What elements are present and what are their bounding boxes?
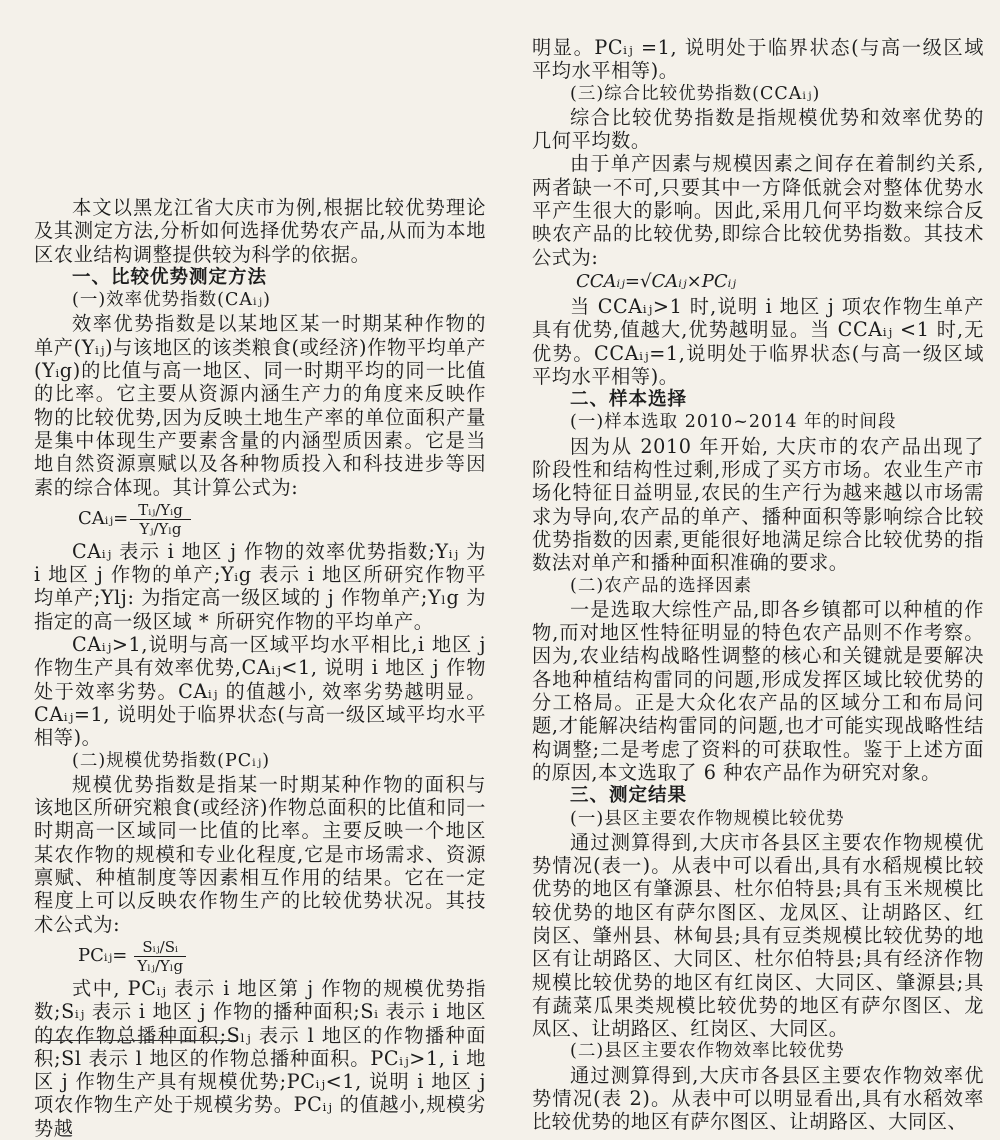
subsection-heading: (一)县区主要农作物规模比较优势 [570, 808, 845, 829]
paragraph: 通过测算得到,大庆市各县区主要农作物效率优势情况(表 2)。从表中可以明显看出,具有水稻效率比较优势的地区有萨尔图区、让胡路区、大同区、 [532, 1063, 984, 1134]
left-column [34, 196, 486, 1140]
section-heading: 一、比较优势测定方法 [72, 266, 268, 288]
section-heading: 二、样本选择 [570, 389, 688, 411]
paragraph: 由于单产因素与规模因素之间存在着制约关系,两者缺一不可,只要其中一方降低就会对整体优势水平产生很大的影响。因此,采用几何平均数来综合反映农产品的比较优势,即综合比较优势指数。其技术公式为: [532, 152, 984, 269]
formula [78, 938, 486, 975]
formula [78, 501, 486, 538]
subsection-heading: (二)县区主要农作物效率比较优势 [570, 1041, 845, 1062]
paragraph: 明显。PCᵢⱼ =1, 说明处于临界状态(与高一级区域平均水平相等)。 [532, 36, 984, 83]
subsection-heading: (三)综合比较优势指数(CCAᵢⱼ) [570, 83, 821, 104]
paragraph: 本文以黑龙江省大庆市为例,根据比较优势理论及其测定方法,分析如何选择优势农产品,从而为本地区农业结构调整提供较为科学的依据。 [34, 196, 486, 266]
section-heading: 三、测定结果 [570, 785, 688, 807]
right-column [532, 36, 984, 1134]
subsection-heading: (一)样本选取 2010~2014 年的时间段 [570, 412, 897, 433]
formula-fraction [130, 501, 191, 538]
subsection-heading: (二)规模优势指数(PCᵢⱼ) [72, 750, 271, 771]
formula-denominator: Yₗⱼ/Yₗg [137, 956, 184, 975]
paragraph: CAᵢⱼ>1,说明与高一区域平均水平相比,i 地区 j 作物生产具有效率优势,CAᵢⱼ<1, 说明 i 地区 j 作物处于效率劣势。CAᵢⱼ 的值越小, 效率劣势越明显。CAᵢⱼ=1, 说明处于临界状态(与高一级区域平均水平相等)。 [34, 633, 486, 750]
paragraph: 因为从 2010 年开始, 大庆市的农产品出现了阶段性和结构性过剩,形成了买方市场。农业生产市场化特征日益明显,农民的生产行为越来越以市场需求为导向,农产品的单产、播种面积等影响综合比较优势指数的因素,更能很好地满足综合比较优势的指数法对单产和播种面积准确的要求。 [532, 434, 984, 575]
subsection-heading: (一)效率优势指数(CAᵢⱼ) [72, 290, 271, 311]
formula: CCAᵢⱼ=√CAᵢⱼ×PCᵢⱼ [576, 270, 736, 292]
paragraph: 通过测算得到,大庆市各县区主要农作物规模优势情况(表一)。从表中可以看出,具有水稻规模比较优势的地区有肇源县、杜尔伯特县;具有玉米规模比较优势的地区有萨尔图区、龙凤区、让胡路区、红岗区、肇州县、林甸县;具有豆类规模比较优势的地区有让胡路区、大同区、杜尔伯特县;具有经济作物规模比较优势的地区有红岗区、大同区、肇源县;具有蔬菜瓜果类规模比较优势的地区有萨尔图区、龙凤区、让胡路区、红岗区、大同区。 [532, 830, 984, 1041]
paragraph: 综合比较优势指数是指规模优势和效率优势的几何平均数。 [532, 105, 984, 153]
formula-fraction [129, 938, 191, 975]
formula-lhs: PCᵢⱼ= [78, 945, 128, 967]
footnote-rule [40, 1040, 236, 1041]
formula-lhs: CAᵢⱼ= [78, 508, 129, 530]
paragraph: 规模优势指数是指某一时期某种作物的面积与该地区所研究粮食(或经济)作物总面积的比值和同一时期高一区域同一比值的比率。主要反映一个地区某农作物的规模和专业化程度,它是市场需求、资源禀赋、种植制度等因素相互作用的结果。它在一定程度上可以反映农作物生产的比较优势状况。其技术公式为: [34, 772, 486, 936]
subsection-heading: (二)农产品的选择因素 [570, 575, 753, 596]
paragraph: 式中, PCᵢⱼ 表示 i 地区第 j 作物的规模优势指数;Sᵢⱼ 表示 i 地区 j 作物的播种面积;Sᵢ 表示 i 地区的农作物总播种面积;Sₗⱼ 表示 l 地区的作物播种面积;Sl 表示 l 地区的作物总播种面积。PCᵢⱼ>1, i 地区 j 作物生产具有规模优势;PCᵢⱼ<1, 说明 i 地区 j 项农作物生产处于规模劣势。PCᵢⱼ 的值越小,规模劣势越 [34, 976, 486, 1140]
formula-denominator: Yⱼ/Yₗg [139, 519, 182, 538]
paragraph: 当 CCAᵢⱼ>1 时,说明 i 地区 j 项农作物生单产具有优势,值越大,优势越明显。当 CCAᵢⱼ <1 时,无优势。CCAᵢⱼ=1,说明处于临界状态(与高一级区域平均水平相等)。 [532, 294, 984, 388]
paragraph: 一是选取大综性产品,即各乡镇都可以种植的作物,而对地区性特征明显的特色农产品则不作考察。因为,农业结构战略性调整的核心和关键就是要解决各地种植结构雷同的问题,形成发挥区域比较优势的分工格局。正是大众化农产品的区域分工和布局问题,才能解决结构雷同的问题,也才可能实现战略性结构调整;二是考虑了资料的可获取性。鉴于上述方面的原因,本文选取了 6 种农产品作为研究对象。 [532, 597, 984, 784]
formula-numerator: Sᵢⱼ/Sᵢ [134, 938, 186, 957]
paragraph: CAᵢⱼ 表示 i 地区 j 作物的效率优势指数;Yᵢⱼ 为 i 地区 j 作物的单产;Yᵢg 表示 i 地区所研究作物平均单产;Ylj: 为指定高一级区域的 j 作物单产;Yₗg 为指定的高一级区域 * 所研究作物的平均单产。 [34, 539, 486, 633]
paragraph: 效率优势指数是以某地区某一时期某种作物的单产(Yᵢⱼ)与该地区的该类粮食(或经济)作物平均单产(Yᵢg)的比值与高一地区、同一时期平均的同一比值的比率。它主要从资源内涵生产力的角度来反映作物的比较优势,因为反映土地生产率的单位面积产量是集中体现生产要素含量的内涵型质因素。它是当地自然资源禀赋以及各种物质投入和科技进步等因素的综合体现。其计算公式为: [34, 312, 486, 499]
formula-numerator: Tᵢⱼ/Yᵢg [130, 501, 191, 520]
